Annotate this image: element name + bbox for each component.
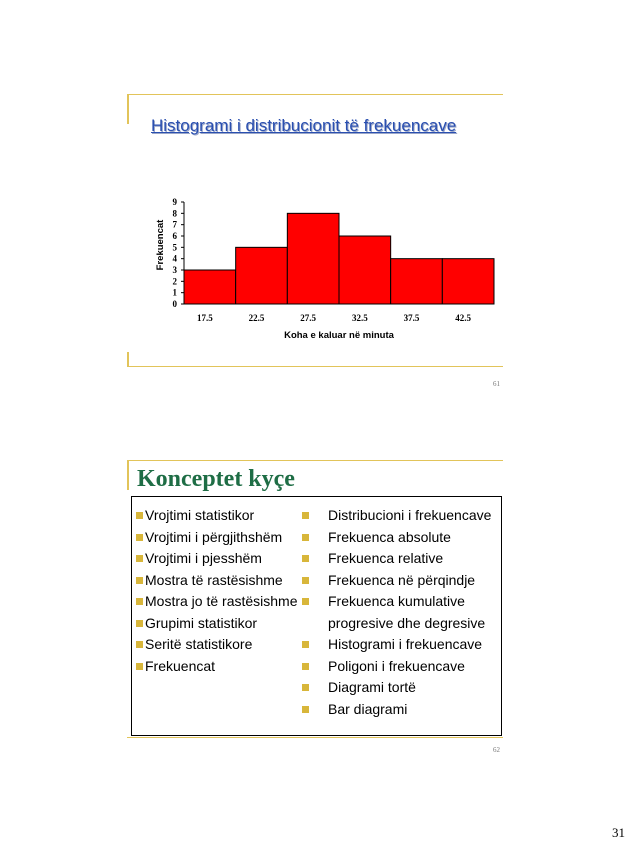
x-tick-label: 42.5 bbox=[455, 313, 472, 323]
bullet-icon bbox=[136, 663, 143, 670]
list-item-label: Mostra jo të rastësishme bbox=[145, 593, 298, 609]
y-tick-label: 8 bbox=[172, 208, 177, 219]
bullet-icon bbox=[302, 534, 309, 541]
list-item-label: Frekuenca absolute bbox=[328, 528, 451, 545]
histogram-bar bbox=[391, 259, 443, 304]
y-tick-label: 1 bbox=[172, 287, 177, 298]
histogram-bar bbox=[339, 236, 391, 304]
x-tick-label: 17.5 bbox=[196, 313, 213, 323]
list-item-label: Diagrami tortë bbox=[328, 679, 416, 695]
list-item bbox=[292, 677, 502, 699]
list-item-label: Mostra të rastësishme bbox=[145, 571, 283, 588]
bullet-icon bbox=[302, 512, 309, 519]
y-tick-label: 0 bbox=[172, 299, 177, 309]
y-tick-label: 2 bbox=[172, 276, 177, 287]
histogram-chart bbox=[127, 94, 503, 354]
list-item bbox=[136, 527, 306, 549]
list-item-label: Frekuenca në përqindje bbox=[328, 571, 476, 588]
bullet-icon bbox=[136, 534, 143, 541]
slide-frame-top bbox=[127, 460, 503, 461]
x-tick-label: 22.5 bbox=[248, 313, 265, 323]
slide-frame-bottom bbox=[127, 366, 503, 367]
slide-62 bbox=[127, 460, 503, 760]
list-item bbox=[292, 527, 502, 549]
list-item bbox=[136, 570, 306, 592]
histogram-bar bbox=[236, 247, 288, 304]
list-item bbox=[292, 570, 502, 592]
concepts-right-list bbox=[292, 505, 502, 720]
list-item bbox=[136, 634, 306, 656]
slide-heading: Konceptet kyçe bbox=[137, 466, 295, 492]
page-number: 31 bbox=[612, 825, 625, 840]
bullet-icon bbox=[302, 663, 309, 670]
list-item bbox=[136, 656, 306, 678]
x-tick-label: 37.5 bbox=[403, 313, 420, 323]
list-item-label: Vrojtimi i pjesshëm bbox=[145, 550, 262, 566]
y-tick-label: 9 bbox=[172, 197, 177, 207]
list-item-label: Poligoni i frekuencave bbox=[328, 657, 465, 674]
bullet-icon bbox=[136, 620, 143, 627]
list-item-label: Bar diagrami bbox=[328, 700, 408, 717]
y-axis-label: Frekuencat bbox=[155, 219, 166, 271]
list-item bbox=[136, 505, 306, 527]
concepts-box bbox=[131, 496, 502, 736]
concepts-left-list bbox=[136, 505, 306, 677]
x-axis-label: Koha e kaluar në minuta bbox=[284, 330, 394, 341]
list-item-label: Grupimi statistikor bbox=[145, 614, 258, 631]
list-item-label: Frekuencat bbox=[145, 657, 216, 674]
slide-frame-bottom-left bbox=[127, 352, 129, 366]
list-item-label: Histogrami i frekuencave bbox=[328, 636, 483, 652]
slide-title: Histogrami i distribucionit të frekuencave bbox=[151, 116, 457, 135]
list-item bbox=[292, 548, 502, 570]
list-item bbox=[292, 656, 502, 678]
slide-frame-left bbox=[127, 460, 129, 490]
bullet-icon bbox=[136, 641, 143, 648]
y-tick-label: 3 bbox=[172, 265, 177, 275]
list-item-label: Frekuenca relative bbox=[328, 550, 444, 566]
bullet-icon bbox=[136, 577, 143, 584]
list-item-label: Vrojtimi i përgjithshëm bbox=[145, 528, 283, 545]
bullet-icon bbox=[136, 598, 143, 605]
x-tick-label: 27.5 bbox=[300, 313, 317, 323]
histogram-bar bbox=[287, 213, 339, 304]
list-item-label: Seritë statistikore bbox=[145, 636, 253, 652]
y-tick-label: 6 bbox=[172, 231, 177, 241]
list-item bbox=[292, 699, 502, 721]
slide-frame-bottom bbox=[127, 737, 503, 738]
y-tick-label: 7 bbox=[172, 219, 177, 230]
x-tick-label: 32.5 bbox=[351, 313, 368, 323]
list-item bbox=[136, 613, 306, 635]
histogram-bar bbox=[442, 259, 494, 304]
bullet-icon bbox=[302, 577, 309, 584]
list-item-label: Vrojtimi statistikor bbox=[145, 507, 255, 523]
y-tick-label: 4 bbox=[172, 253, 177, 264]
y-tick-label: 5 bbox=[172, 242, 177, 253]
bullet-icon bbox=[302, 555, 309, 562]
list-item bbox=[136, 591, 306, 613]
list-item bbox=[292, 591, 502, 634]
bullet-icon bbox=[302, 641, 309, 648]
list-item bbox=[292, 634, 502, 656]
bullet-icon bbox=[136, 555, 143, 562]
list-item-label: Frekuenca kumulative progresive dhe degresive bbox=[328, 593, 486, 631]
slide-61 bbox=[127, 94, 503, 394]
bullet-icon bbox=[302, 598, 309, 605]
bullet-icon bbox=[302, 684, 309, 691]
list-item-label: Distribucioni i frekuencave bbox=[328, 507, 492, 523]
bullet-icon bbox=[136, 512, 143, 519]
histogram-bar bbox=[184, 270, 236, 304]
list-item bbox=[292, 505, 502, 527]
list-item bbox=[136, 548, 306, 570]
slide-number: 61 bbox=[493, 380, 500, 388]
slide-number: 62 bbox=[493, 746, 500, 754]
bullet-icon bbox=[302, 706, 309, 713]
